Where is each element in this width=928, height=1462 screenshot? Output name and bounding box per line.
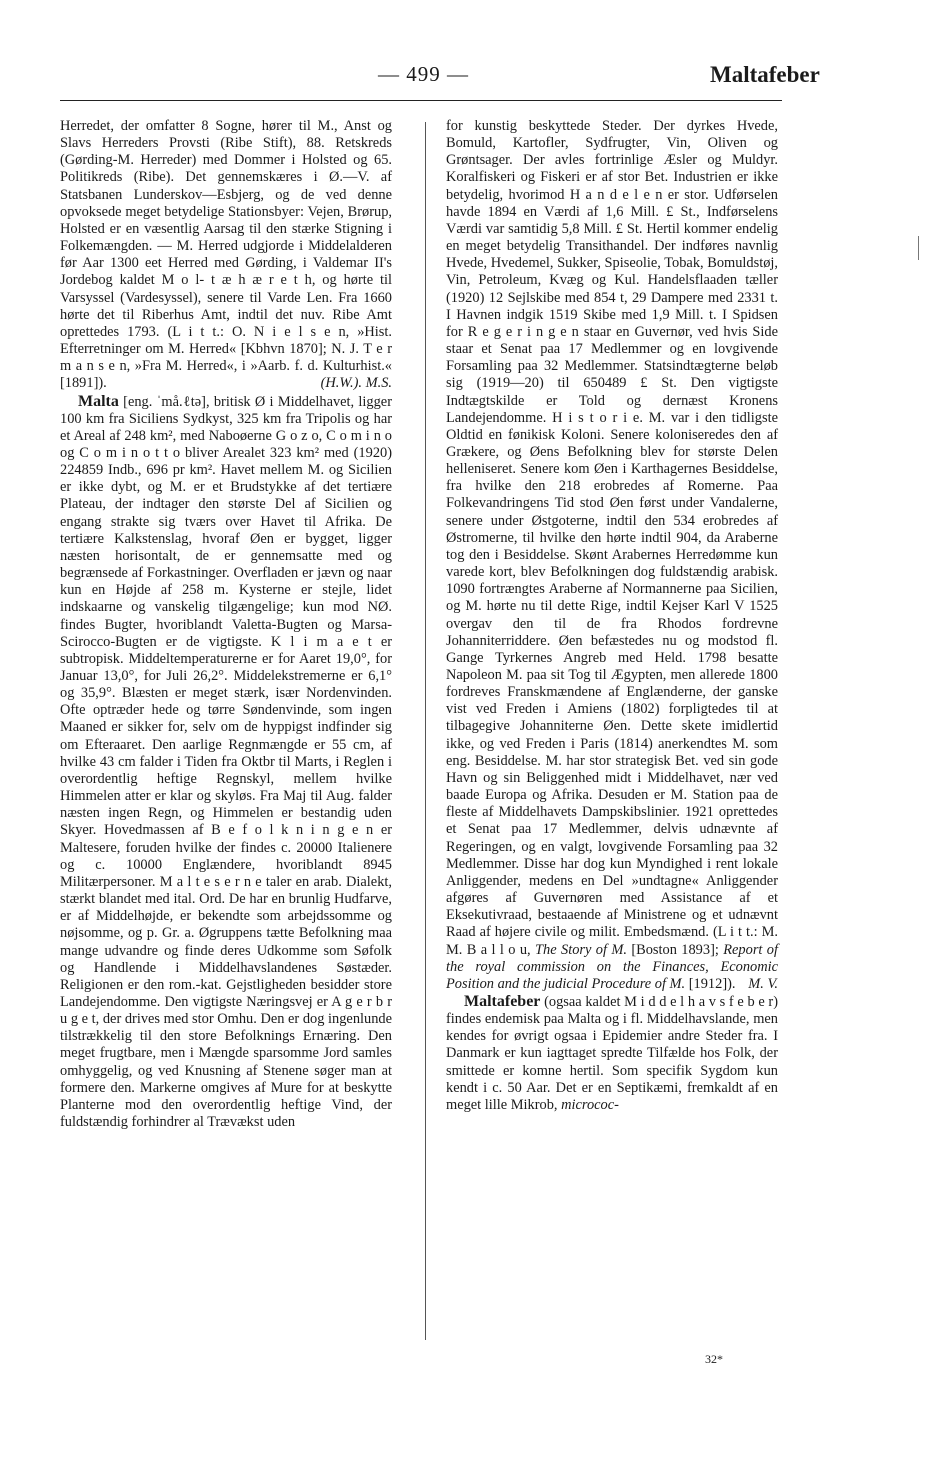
entry-text: (ogsaa kaldet M i d d e l h a v s f e b e r) findes endemisk paa Malta og i fl. Middelhavslande, men kendes for øvrigt ogsaa i Epidemier andre Steder fra. I Danmark er kun iagttaget spredte Tilfælde hos Folk, der smittede er komne hertil. Som specifik Sygdom kun kendt i c. 50 Aar. Det er en Septikæmi, fremkaldt af en meget lille Mikrob, [446,993,778,1113]
entry-text-italic: micrococ- [561,1096,619,1113]
reference-year: [1912]). [688,975,736,992]
column-divider [425,122,426,1340]
signature-mark: 32* [705,1352,723,1366]
margin-mark [918,236,919,260]
reference-title: The Story of M. [535,941,627,958]
entry-malta [60,393,392,1132]
reference-title-2: Report of the royal commission on the Finances, Economic Position and the judicial Procedure of M. [446,941,778,992]
entry-signature: M. V. [748,975,778,992]
entry-maltafeber [446,993,778,1114]
entry-text: [eng. ˈmå.ℓtə], britisk Ø i Middelhavet, ligger 100 km fra Siciliens Sydkyst, 325 km fra Tripolis og har et Areal af 248 km², med Naboøerne G o z o, C o m i n o og C o m i n o t t o bliver Arealet 323 km² med (1920) 224859 Indb., 696 pr km². Havet mellem M. og Sicilien er ikke dybt, og M. er et Brudstykke af det tertiære Plateau, der indtager den største Del af Sicilien og engang strakte sig tværs over Havet til Afrika. De tertiære Kalkstenslag, hvoraf Øen er bygget, ligger næsten horisontalt, de er gennemsatte med og begrænsede af Forkastninger. Overfladen er jævn og naar kun en Højde af 258 m. Kysterne er stejle, lidet indskaarne og vanskelig tilgængelige; kun mod NØ. findes Bugter, hvoriblandt Valetta-Bugten og Marsa-Scirocco-Bugten er de vigtigste. K l i m a e t er subtropisk. Middeltemperaturerne er for Aaret 19,0°, for Januar 13,0°, for Juli 26,2°. Middelekstremerne er 6,1° og 35,9°. Blæsten er meget stærk, især Nordenvinden. Ofte optræder hede og tørre Søndenvinde, som ingen Maaned er sikker for, selv om de hyppigst indfinder sig om Efteraaret. Den aarlige Regnmængde er 55 cm, af hvilke 43 cm falder i Tiden fra Oktbr til Marts, i Reglen i overordentlig heftige Regnskyl, mellem hvilke Himmelen atter er klar og skyløs. Fra Maj til Aug. falder næsten ingen Regn, og Himmelen er bestandig uden Skyer. Hovedmassen af B e f o l k n i n g e n er Maltesere, foruden hvilke der findes c. 20000 Italienere og c. 10000 Englændere, hvoriblandt 8945 Militærpersoner. M a l t e s e r n e taler en arab. Dialekt, stærkt blandet med ital. Ord. De har en brunlig Hudfarve, er af Middelhøjde, er bekendte som arbejdssomme og nøjsomme, og p. Gr. a. Øgruppens tætte Befolkning maa mange udvandre og finde deres Udkomme som Søfolk og Handlende i Middelhavslandenes Søstæder. Religionen er den rom.-kat. Gejstligheden besidder store Landejendomme. Den vigtigste Næringsvej er A g e r b r u g e t, der drives med stor Omhu. Den er dog ingenlunde tilstrækkelig til den store Befolknings Ernæring. Den meget frugtbare, men i Mængde sparsomme Jord samles omhyggelig, og ved Knusning af Stenene søger man at formere den. Markerne omgives af Mure for at beskytte Planterne mod den overordentlig heftige Vind, der fuldstændig forhindrer al Trævækst uden [60,393,392,1131]
entry-signature: (H.W.). M.S. [320,375,392,392]
left-column [60,118,392,1131]
entry-text: for kunstig beskyttede Steder. Der dyrkes Hvede, Bomuld, Kartofler, Sydfrugter, Vin, Oliven og Grøntsager. Der avles fortrinlige Æsler og Muldyr. Koralfiskeri og Fiskeri er af stor Bet. Industrien er ikke betydelig, hvorimod H a n d e l e n er stor. Udførselen havde 1894 en Værdi af 1,6 Mill. £ St., Indførselens Værdi var samtidig 5,8 Mill. £ St. Hertil kommer endelig en meget betydelig Transithandel. Der indføres navnlig Hvede, Hvedemel, Sukker, Spiseolie, Tobak, Bomuldstøj, Vin, Petroleum, Kvæg og Kul. Handelsflaaden tæller (1920) 12 Sejlskibe med 854 t, 29 Dampere med 2331 t. I Havnen indgik 1519 Skibe med 1,9 Mill. t. I Spidsen for R e g e r i n g e n staar en Guvernør, ved hvis Side staar et Senat paa 17 Medlemmer og en lovgivende Forsamling paa 32 Medlemmer. Statsindtægterne beløb sig (1919—20) til 650489 £ St. Den vigtigste Indtægtskilde er Told og dernæst Kronens Landejendomme. H i s t o r i e. M. var i den tidligste Oldtid en fønikisk Koloni. Senere koloniseredes den af Grækere, og Øens Befolkning blev for største Delen helleniseret. Senere kom Øen i Karthagernes Besiddelse, fra hvilke den 218 erobredes af Romerne. Paa Folkevandringens Tid stod Øen først under Vandalerne, senere under Østgoterne, indtil den 534 erobredes af Østromerne, til hvilke den hørte indtil 904, da Araberne tog den i Besiddelse. Skønt Arabernes Herredømme kun varede kort, blev Befolkningen dog fuldstændig arabisk. 1090 fortrængtes Araberne af Normannerne paa Sicilien, og M. hørte nu til dette Rige, indtil Kejser Karl V 1525 overgav den til de fra Rhodos fordrevne Johanniterriddere. Øen befæstedes nu og modstod fl. Gange Tyrkernes Angreb med Held. 1798 besatte Napoleon M. paa sit Tog til Ægypten, men allerede 1800 fordreves Franskmændene af Englænderne, der ganske vist ved Freden i Amiens (1802) forpligtedes til at tilbagegive Johanniterne Øen. Dette skete imidlertid ikke, og ved Freden i Paris (1814) anerkendtes M. som eng. Besiddelse. M. har stor strategisk Bet. ved sin gode Havn og sin Beliggenhed midt i Middelhavet, nær ved baade Europa og Afrika. Desuden er M. Station paa de fleste af Middelhavets Dampskibslinier. 1921 oprettedes et Senat paa 17 Medlemmer, delvis udnævnte af Regeringen, og en valgt, lovgivende Forsamling paa 32 Medlemmer. Disse har dog kun Myndighed i rent lokale Anliggender, medens en Del »undtagne« Anliggender afgøres af Guvernøren med Assistance af et Eksekutivraad, bestaaende af Ministrene og et udnævnt Raad af højere civile og milit. Embedsmænd. (L i t t.: M. M. B a l l o u, [446,118,778,958]
right-column [446,118,778,1114]
reference-publication: [Boston 1893]; [631,941,719,958]
headword-maltafeber: Maltafeber [464,992,541,1010]
header-rule [60,100,782,101]
running-head: Maltafeber [710,62,820,87]
page-number: — 499 — [378,62,469,86]
page-header [58,62,820,92]
headword-malta: Malta [78,392,119,410]
entry-malta-continuation [446,118,778,993]
entry-malt-herred-continuation [60,118,392,393]
entry-text: Herredet, der omfatter 8 Sogne, hører til M., Anst og Slavs Herreders Provsti (Ribe Stift), 88. Retskreds (Gørding-M. Herreder) med Dommer i Holsted og 65. Politikreds (Ribe). Det gennemskæres i Ø.—V. af Statsbanen Lunderskov—Esbjerg, og de ved denne opvoksede meget betydelige Stationsbyer: Vejen, Brørup, Holsted er en væsentlig Aarsag til den stærke Stigning i Folkemængden. — M. Herred udgjorde i Middelalderen før Aar 1300 eet Herred med Gørding, i Valdemar II's Jordebog kaldet M o l- t æ h æ r e t h, og hørte til Varsyssel (Vardesyssel), senere til Varde Len. Fra 1660 hørte det til Riberhus Amt, indtil det nuv. Ribe Amt oprettedes 1793. (L i t t.: O. N i e l s e n, »Hist. Efterretninger om M. Herred« [Kbhvn 1870]; N. J. T e r m a n s e n, »Fra M. Herred«, i »Aarb. f. d. Kulturhist.« [1891]). [60,118,392,392]
